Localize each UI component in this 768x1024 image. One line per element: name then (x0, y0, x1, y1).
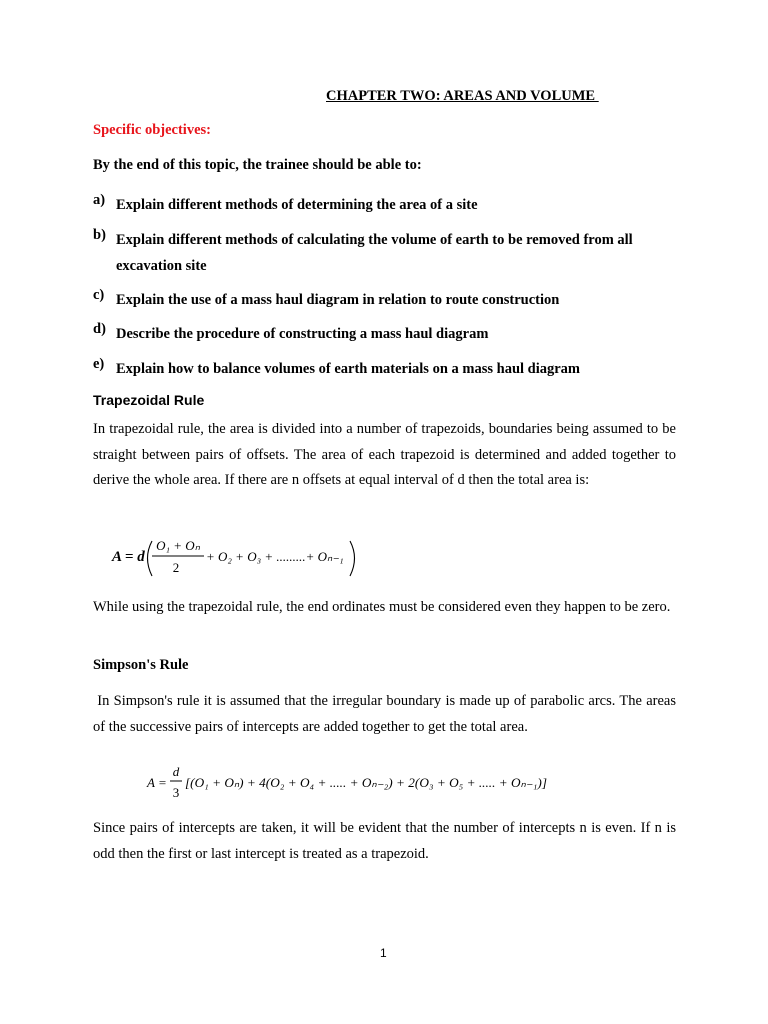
objective-text: Explain different methods of calculating the volume of earth to be removed from all excavation site (116, 232, 633, 274)
trapezoidal-paragraph: In trapezoidal rule, the area is divided into a number of trapezoids, boundaries being assumed to be straight between pairs of offsets. The area of each trapezoid is determined and added together to derive the whole area. If there are n offsets at equal interval of d then the total area is: (93, 421, 676, 488)
formula-body: [(O₁ + Oₙ) + 4(O₂ + O₄ + ..... + Oₙ₋₂) + 2(O₃ + O₅ + ..... + Oₙ₋₁)] (185, 775, 547, 790)
objective-text: Explain how to balance volumes of earth materials on a mass haul diagram (116, 361, 581, 377)
formula-numerator: O₁ + Oₙ (156, 538, 200, 553)
formula-denominator: 3 (172, 785, 180, 800)
objective-text: Explain the use of a mass haul diagram in relation to route construction (116, 292, 560, 308)
page-number: 1 (380, 946, 387, 960)
formula-denominator: 2 (172, 560, 180, 575)
simpson-paragraph: In Simpson's rule it is assumed that the irregular boundary is made up of parabolic arcs. The areas of the successive pairs of intercepts are added together to get the total area. (93, 693, 680, 735)
objective-letter: b) (93, 227, 106, 243)
simpson-note: Since pairs of intercepts are taken, it will be evident that the number of intercepts n is even. If n is odd then the first or last intercept is treated as a trapezoid. (93, 820, 676, 862)
simpson-heading: Simpson's Rule (93, 657, 189, 673)
formula-rest: + O₂ + O₃ + .........+ Oₙ₋₁ (206, 549, 344, 564)
trapezoidal-heading: Trapezoidal Rule (93, 392, 205, 408)
objective-letter: e) (93, 356, 105, 372)
objectives-heading: Specific objectives: (93, 122, 211, 138)
objective-letter: c) (93, 287, 105, 303)
formula-lhs: A = (147, 775, 167, 790)
objective-letter: a) (93, 192, 106, 208)
formula-lhs: A = d (112, 549, 145, 565)
objective-text: Explain different methods of determining the area of a site (116, 197, 478, 213)
objectives-intro: By the end of this topic, the trainee should be able to: (93, 157, 422, 173)
formula-numerator: d (172, 764, 180, 779)
objective-letter: d) (93, 321, 106, 337)
left-paren (148, 541, 153, 576)
chapter-title: CHAPTER TWO: AREAS AND VOLUME (326, 88, 599, 104)
right-paren (350, 541, 355, 576)
trapezoidal-note: While using the trapezoidal rule, the end ordinates must be considered even they happen to be zero. (93, 599, 671, 615)
objective-text: Describe the procedure of constructing a mass haul diagram (116, 326, 489, 342)
